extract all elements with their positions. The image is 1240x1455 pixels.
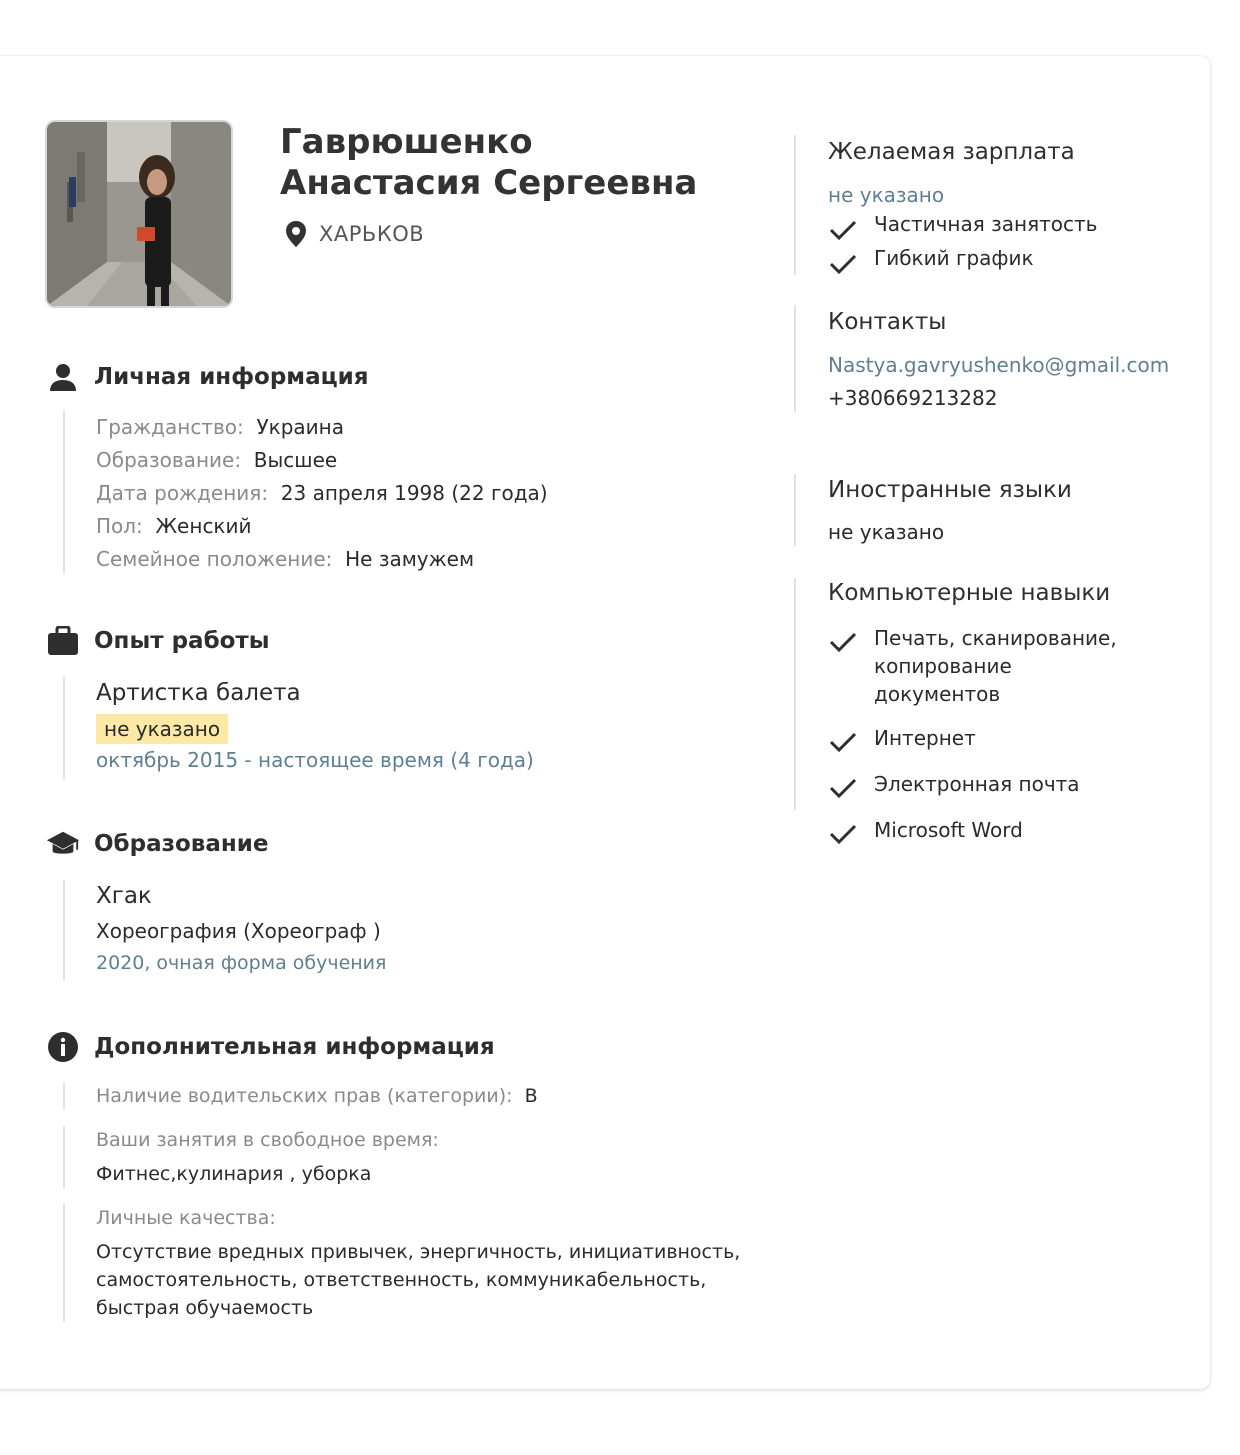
section-education — [46, 827, 268, 861]
license-row: Наличие водительских прав (категории): B — [96, 1085, 538, 1107]
info-row-gender: Пол: Женский — [96, 514, 252, 538]
contacts-title: Контакты — [828, 309, 947, 335]
section-title: Образование — [94, 831, 269, 857]
salary-value: не указано — [828, 183, 945, 207]
languages-value: не указано — [828, 520, 945, 544]
profile-photo — [45, 120, 233, 308]
info-row-birthdate: Дата рождения: 23 апреля 1998 (22 года) — [96, 481, 548, 505]
location — [285, 220, 424, 248]
skill-item: Печать, сканирование, копирование документов — [828, 624, 1128, 708]
job-period: октябрь 2015 - настоящее время (4 года) — [96, 748, 534, 772]
checkmark-icon — [828, 730, 858, 754]
computer-skills-title: Компьютерные навыки — [828, 580, 1111, 606]
hobbies-value: Фитнес,кулинария , уборка — [96, 1163, 372, 1185]
checkmark-icon — [828, 822, 858, 846]
section-title: Личная информация — [94, 364, 369, 390]
languages-block — [794, 474, 1072, 546]
graduation-cap-icon — [46, 827, 80, 861]
checkmark-icon — [828, 630, 858, 654]
contacts-block — [794, 305, 1169, 412]
email-link[interactable]: Nastya.gavryushenko@gmail.com — [828, 353, 1170, 377]
info-row-education: Образование: Высшее — [96, 448, 338, 472]
phone-number: +380669213282 — [828, 386, 998, 410]
computer-skills-block — [794, 578, 1128, 842]
section-title: Дополнительная информация — [94, 1034, 495, 1060]
skill-item: Интернет — [828, 724, 1128, 754]
education-specialty: Хореография (Хореограф ) — [96, 919, 381, 943]
person-icon — [46, 360, 80, 394]
candidate-name: Гаврюшенко Анастасия Сергеевна — [280, 122, 698, 203]
job-position: Артистка балета — [96, 680, 301, 706]
languages-title: Иностранные языки — [828, 477, 1072, 503]
checkmark-icon — [828, 252, 858, 276]
section-experience — [46, 624, 270, 658]
skill-item: Электронная почта — [828, 770, 1128, 800]
qualities-label: Личные качества: — [96, 1207, 276, 1229]
personal-info-block — [63, 411, 548, 573]
qualities-value: Отсутствие вредных привычек, энергичность, инициативность, самостоятельность, ответственность, коммуникабельность, быстрая обучаемость — [96, 1241, 741, 1319]
experience-block — [63, 677, 534, 779]
checkmark-icon — [828, 218, 858, 242]
employment-item: Частичная занятость — [828, 212, 1097, 242]
skill-item: Microsoft Word — [828, 816, 1128, 846]
location-pin-icon — [285, 220, 307, 248]
education-block — [63, 880, 386, 980]
briefcase-icon — [46, 624, 80, 658]
education-institution: Хгак — [96, 883, 152, 909]
education-details: 2020, очная форма обучения — [96, 952, 387, 974]
employment-item: Гибкий график — [828, 246, 1097, 276]
salary-title: Желаемая зарплата — [828, 139, 1075, 165]
info-row-marital: Семейное положение: Не замужем — [96, 547, 475, 571]
salary-block — [794, 135, 1097, 275]
hobbies-block — [63, 1126, 439, 1188]
company-badge: не указано — [96, 714, 228, 744]
info-row-citizenship: Гражданство: Украина — [96, 415, 345, 439]
section-title: Опыт работы — [94, 628, 270, 654]
qualities-block — [63, 1204, 783, 1322]
section-personal-info — [46, 360, 369, 394]
hobbies-label: Ваши занятия в свободное время: — [96, 1129, 439, 1151]
city-label: ХАРЬКОВ — [319, 222, 425, 246]
checkmark-icon — [828, 776, 858, 800]
license-block — [63, 1082, 538, 1110]
section-additional — [46, 1030, 495, 1064]
info-icon — [46, 1030, 80, 1064]
